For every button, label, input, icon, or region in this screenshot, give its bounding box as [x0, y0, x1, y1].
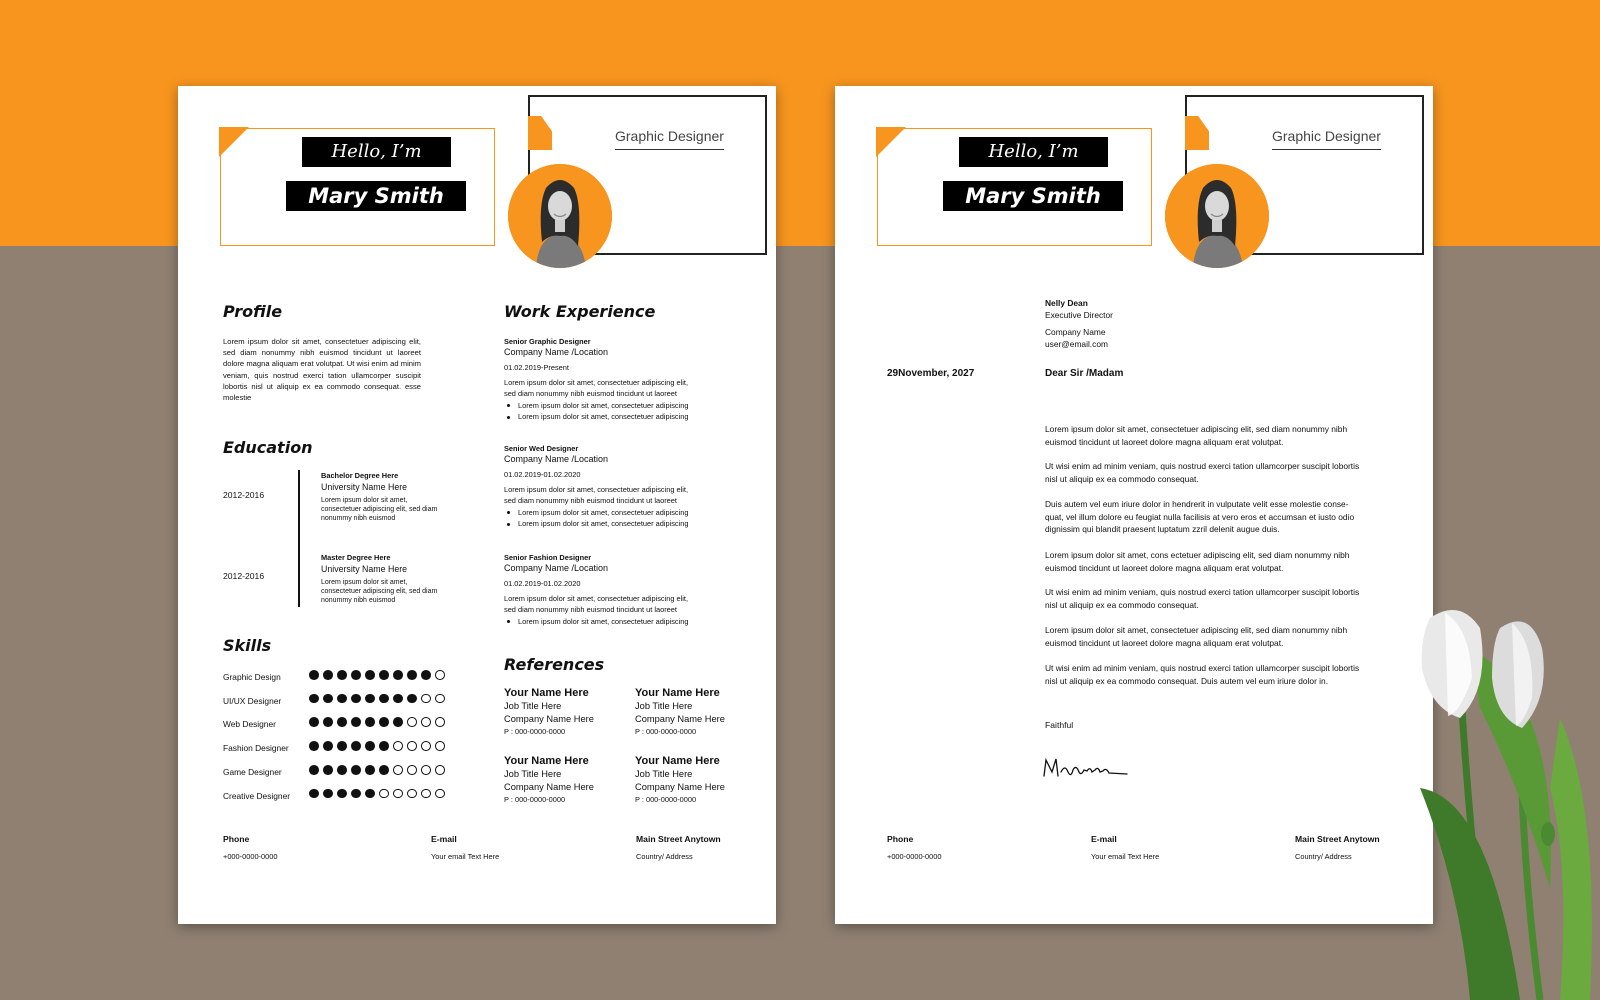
skill-dot-empty [421, 694, 431, 704]
skill-dot-empty [379, 789, 389, 799]
reference-company: Company Name Here [504, 781, 594, 792]
signature-icon [1041, 754, 1133, 784]
skill-row [223, 717, 463, 731]
skill-dot-filled [337, 717, 347, 727]
letter-paragraph: Ut wisi enim ad minim veniam, quis nostrud exerci tation ullamcorper suscipit lobortis nisl ut aliquip ex ea commodo consequat. Duis autem vel eum iriure dolor in. [1045, 663, 1360, 686]
reference-phone: P : 000-0000-0000 [504, 727, 566, 736]
contact-label: Main Street Anytown [636, 834, 721, 844]
hello-label: Hello, I’m [302, 137, 451, 167]
degree: Master Degree Here [321, 553, 391, 562]
work-bullet: Lorem ipsum dolor sit amet, consectetuer adipiscing [504, 616, 700, 627]
skill-dot-filled [323, 694, 333, 704]
reference-company: Company Name Here [635, 713, 725, 724]
recipient-email: user@email.com [1045, 339, 1108, 349]
skill-dot-filled [365, 670, 375, 680]
work-company: Company Name /Location [504, 563, 609, 574]
contact-phone [887, 834, 941, 861]
education-desc: Lorem ipsum dolor sit amet, consectetuer adipiscing elit, sed diam nonummy nibh euismod [321, 497, 438, 523]
skill-dot-filled [323, 741, 333, 751]
letter-paragraph: Lorem ipsum dolor sit amet, consectetuer adipiscing elit, sed diam nonummy nibh euismod tincidunt ut laoreet dolore magna aliquam erat volutpat. [1045, 424, 1348, 447]
skill-dot-empty [421, 765, 431, 775]
work-bullets [504, 507, 700, 530]
skill-dot-empty [407, 789, 417, 799]
skill-dot-empty [393, 741, 403, 751]
work-bullet: Lorem ipsum dolor sit amet, consectetuer adipiscing [504, 411, 700, 422]
work-desc: Lorem ipsum dolor sit amet, consectetuer adipiscing elit, sed diam nonummy nibh euismod tincidunt ut laoreet [504, 484, 689, 506]
skill-dot-filled [351, 694, 361, 704]
reference-card [635, 686, 765, 738]
skill-rating [309, 670, 445, 680]
contact-value: Country/ Address [636, 852, 693, 861]
skill-dot-filled [379, 670, 389, 680]
skill-dot-filled [351, 717, 361, 727]
degree: Bachelor Degree Here [321, 471, 399, 480]
skill-dot-filled [421, 670, 431, 680]
job-title: Graphic Designer [615, 128, 724, 150]
skill-dot-filled [309, 670, 319, 680]
contact-label: Main Street Anytown [1295, 834, 1380, 844]
contact-label: E-mail [431, 834, 457, 844]
skill-row [223, 670, 463, 684]
contact-value: Country/ Address [1295, 852, 1352, 861]
skill-dot-filled [407, 694, 417, 704]
skill-row [223, 741, 463, 755]
skill-dot-filled [365, 789, 375, 799]
letter-paragraph: Lorem ipsum dolor sit amet, cons ectetuer adipiscing elit, sed diam nonummy nibh euismod tincidunt ut laoreet dolore magna aliquam erat volutpat. [1045, 550, 1350, 573]
skill-label: Fashion Designer [223, 743, 289, 754]
skill-dot-filled [337, 670, 347, 680]
skill-dot-empty [435, 765, 445, 775]
skill-dot-filled [351, 670, 361, 680]
contact-label: E-mail [1091, 834, 1117, 844]
contact-label: Phone [887, 834, 914, 844]
skill-dot-empty [435, 670, 445, 680]
work-title: Senior Graphic Designer [504, 337, 591, 346]
reference-company: Company Name Here [504, 713, 594, 724]
work-item [504, 336, 700, 422]
closing: Faithful [1045, 720, 1074, 730]
education-timeline [298, 470, 300, 607]
reference-name: Your Name Here [635, 755, 720, 767]
skill-label: UI/UX Designer [223, 695, 282, 706]
reference-phone: P : 000-0000-0000 [635, 727, 697, 736]
school: University Name Here [321, 482, 408, 493]
reference-job: Job Title Here [504, 701, 562, 711]
skill-dot-filled [337, 741, 347, 751]
letter-paragraph: Lorem ipsum dolor sit amet, consectetuer adipiscing elit, sed diam nonummy nibh euismod tincidunt ut laoreet dolore magna aliquam erat volutpat. [1045, 625, 1348, 648]
skill-dot-filled [323, 789, 333, 799]
reference-phone: P : 000-0000-0000 [504, 795, 566, 804]
work-item [504, 443, 700, 529]
letter-date: 29November, 2027 [887, 368, 975, 379]
work-item [504, 552, 700, 627]
work-bullet: Lorem ipsum dolor sit amet, consectetuer adipiscing [504, 518, 700, 529]
contact-value: +000-0000-0000 [223, 852, 278, 861]
reference-job: Job Title Here [635, 701, 693, 711]
skill-dot-filled [393, 670, 403, 680]
education-item [321, 470, 439, 523]
header-corner-accent [876, 127, 906, 157]
skill-dot-filled [337, 789, 347, 799]
work-bullet: Lorem ipsum dolor sit amet, consectetuer adipiscing [504, 507, 700, 518]
education-desc: Lorem ipsum dolor sit amet, consectetuer adipiscing elit, sed diam nonummy nibh euismod [321, 579, 438, 605]
skill-dot-filled [323, 765, 333, 775]
skill-dot-filled [365, 765, 375, 775]
skills-heading: Skills [223, 636, 272, 655]
reference-name: Your Name Here [504, 755, 589, 767]
skill-label: Graphic Design [223, 672, 281, 682]
references-heading: References [504, 655, 605, 674]
skill-dot-filled [393, 694, 403, 704]
skill-dot-filled [351, 765, 361, 775]
reference-company: Company Name Here [635, 781, 725, 792]
skill-row [223, 765, 463, 779]
contact-address [1295, 834, 1380, 861]
resume-page [178, 86, 776, 924]
skill-rating [309, 717, 445, 727]
skill-rating [309, 789, 445, 799]
education-heading: Education [223, 438, 313, 457]
skill-dot-filled [309, 694, 319, 704]
skill-dot-filled [337, 694, 347, 704]
skill-dot-empty [393, 789, 403, 799]
reference-card [504, 754, 634, 806]
profile-photo [1165, 164, 1269, 268]
skill-dot-empty [435, 694, 445, 704]
contact-email [1091, 834, 1159, 861]
contact-address [636, 834, 721, 861]
reference-phone: P : 000-0000-0000 [635, 795, 697, 804]
skill-dot-filled [323, 670, 333, 680]
work-bullets [504, 400, 700, 423]
skill-label: Creative Designer [223, 790, 291, 801]
hello-label: Hello, I’m [959, 137, 1108, 167]
letter-paragraph: Duis autem vel eum iriure dolor in hendrerit in vulputate velit esse molestie conse-quat, vel illum dolore eu feugiat nulla facilisis at vero eros et accumsan et iusto odio dignissim qui blandit praesent luptatum zzril delenit augue duis. [1045, 499, 1355, 534]
job-title: Graphic Designer [1272, 128, 1381, 150]
skill-dot-filled [365, 717, 375, 727]
skill-dot-filled [337, 765, 347, 775]
skill-row [223, 789, 463, 803]
skill-dot-filled [379, 717, 389, 727]
skill-dot-empty [407, 765, 417, 775]
skill-dot-filled [323, 717, 333, 727]
salutation: Dear Sir /Madam [1045, 368, 1124, 379]
recipient-company: Company Name [1045, 327, 1106, 337]
reference-name: Your Name Here [504, 687, 589, 699]
portrait-icon [1165, 164, 1269, 268]
portrait-icon [508, 164, 612, 268]
contact-email [431, 834, 499, 861]
work-dates: 01.02.2019-Present [504, 363, 569, 373]
reference-name: Your Name Here [635, 687, 720, 699]
school: University Name Here [321, 564, 408, 575]
skill-dot-filled [309, 741, 319, 751]
work-desc: Lorem ipsum dolor sit amet, consectetuer adipiscing elit, sed diam nonummy nibh euismod tincidunt ut laoreet [504, 377, 689, 399]
work-title: Senior Wed Designer [504, 444, 579, 453]
cover-letter-page [835, 86, 1433, 924]
skill-dot-empty [435, 717, 445, 727]
skill-dot-filled [309, 789, 319, 799]
name-banner: Mary Smith [286, 181, 466, 211]
contact-label: Phone [223, 834, 250, 844]
reference-card [504, 686, 634, 738]
skill-dot-empty [435, 789, 445, 799]
reference-card [635, 754, 765, 806]
recipient-name: Nelly Dean [1045, 298, 1088, 308]
skill-dot-filled [393, 717, 403, 727]
skill-dot-filled [351, 741, 361, 751]
name-banner: Mary Smith [943, 181, 1123, 211]
letter-paragraph: Ut wisi enim ad minim veniam, quis nostrud exerci tation ullamcorper suscipit lobortis nisl ut aliquip ex ea commodo consequat. [1045, 587, 1360, 610]
skill-dot-empty [421, 741, 431, 751]
recipient-block [1045, 297, 1113, 350]
skill-dot-empty [421, 717, 431, 727]
reference-job: Job Title Here [504, 769, 562, 779]
skill-dot-empty [421, 789, 431, 799]
skill-dot-filled [351, 789, 361, 799]
reference-job: Job Title Here [635, 769, 693, 779]
skill-label: Game Designer [223, 766, 282, 777]
skill-row [223, 694, 463, 708]
skill-dot-filled [379, 694, 389, 704]
skill-dot-filled [379, 741, 389, 751]
work-bullet: Lorem ipsum dolor sit amet, consectetuer adipiscing [504, 400, 700, 411]
education-item [321, 552, 439, 605]
education-years: 2012-2016 [223, 490, 265, 500]
skill-dot-filled [407, 670, 417, 680]
letter-paragraph: Ut wisi enim ad minim veniam, quis nostrud exerci tation ullamcorper suscipit lobortis nisl ut aliquip ex ea commodo consequat. [1045, 461, 1360, 484]
contact-phone [223, 834, 277, 861]
skill-dot-empty [407, 741, 417, 751]
tulip-decoration-icon [1400, 588, 1600, 1000]
skill-rating [309, 741, 445, 751]
work-company: Company Name /Location [504, 347, 609, 358]
profile-photo [508, 164, 612, 268]
work-dates: 01.02.2019-01.02.2020 [504, 470, 581, 480]
work-dates: 01.02.2019-01.02.2020 [504, 579, 581, 589]
skill-dot-empty [435, 741, 445, 751]
contact-value: Your email Text Here [1091, 852, 1160, 861]
skill-dot-filled [365, 694, 375, 704]
work-desc: Lorem ipsum dolor sit amet, consectetuer adipiscing elit, sed diam nonummy nibh euismod tincidunt ut laoreet [504, 593, 689, 615]
education-years: 2012-2016 [223, 571, 265, 581]
work-title: Senior Fashion Designer [504, 553, 592, 562]
skill-dot-filled [379, 765, 389, 775]
skill-rating [309, 765, 445, 775]
skill-dot-filled [309, 765, 319, 775]
skill-rating [309, 694, 445, 704]
skill-dot-filled [365, 741, 375, 751]
skill-dot-empty [393, 765, 403, 775]
work-company: Company Name /Location [504, 454, 609, 465]
skill-label: Web Designer [223, 719, 276, 730]
profile-heading: Profile [223, 302, 283, 321]
header-corner-accent [219, 127, 249, 157]
contact-value: +000-0000-0000 [887, 852, 942, 861]
work-bullets [504, 616, 700, 627]
work-heading: Work Experience [504, 302, 656, 321]
profile-text: Lorem ipsum dolor sit amet, consectetuer adipiscing elit, sed diam nonummy nibh euismod tincidunt ut laoreet dolore magna aliquam erat volutpat. Ut wisi enim ad minim veniam, quis nostrud exerci tation ullamcorper suscipit lobortis nisl ut aliquip ex ea commodo consequat. esse molestie [223, 337, 421, 403]
skill-dot-empty [407, 717, 417, 727]
contact-value: Your email Text Here [431, 852, 500, 861]
skill-dot-filled [309, 717, 319, 727]
recipient-role: Executive Director [1045, 310, 1113, 320]
